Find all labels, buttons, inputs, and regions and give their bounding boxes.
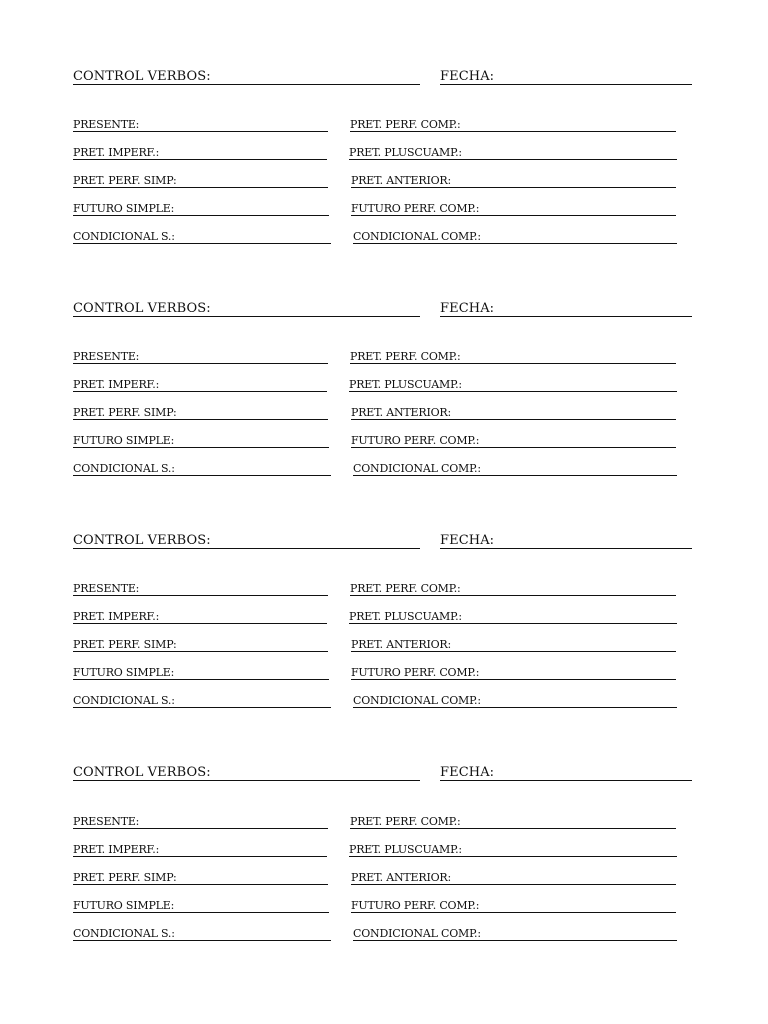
presente-label: PRESENTE: [73, 118, 140, 131]
pret-perf-simp-field[interactable] [73, 870, 328, 885]
verb-control-block [0, 762, 768, 962]
futuro-simple-label: FUTURO SIMPLE: [73, 202, 175, 215]
futuro-perf-comp-field[interactable] [351, 433, 676, 448]
futuro-simple-label: FUTURO SIMPLE: [73, 666, 175, 679]
futuro-simple-field[interactable] [73, 201, 329, 216]
pret-imperf-field[interactable] [73, 842, 327, 857]
futuro-perf-comp-field[interactable] [351, 201, 676, 216]
futuro-perf-comp-label: FUTURO PERF. COMP.: [351, 666, 480, 679]
condicional-s-field[interactable] [73, 229, 331, 244]
pret-pluscuamp-field[interactable] [349, 145, 677, 160]
control-verbos-label: CONTROL VERBOS: [73, 533, 211, 548]
control-verbos-field[interactable] [73, 298, 420, 317]
condicional-s-label: CONDICIONAL S.: [73, 927, 175, 940]
pret-pluscuamp-field[interactable] [349, 609, 677, 624]
control-verbos-label: CONTROL VERBOS: [73, 69, 211, 84]
pret-imperf-label: PRET. IMPERF.: [73, 610, 160, 623]
control-verbos-field[interactable] [73, 762, 420, 781]
futuro-perf-comp-label: FUTURO PERF. COMP.: [351, 434, 480, 447]
condicional-comp-label: CONDICIONAL COMP.: [353, 694, 481, 707]
pret-perf-simp-field[interactable] [73, 173, 328, 188]
condicional-comp-field[interactable] [353, 229, 677, 244]
control-verbos-field[interactable] [73, 66, 420, 85]
condicional-comp-field[interactable] [353, 461, 677, 476]
pret-imperf-label: PRET. IMPERF.: [73, 146, 160, 159]
pret-imperf-label: PRET. IMPERF.: [73, 843, 160, 856]
presente-field[interactable] [73, 117, 328, 132]
fecha-field[interactable] [440, 530, 692, 549]
pret-anterior-label: PRET. ANTERIOR: [351, 871, 451, 884]
condicional-s-label: CONDICIONAL S.: [73, 694, 175, 707]
pret-perf-simp-field[interactable] [73, 405, 328, 420]
pret-perf-simp-label: PRET. PERF. SIMP: [73, 406, 177, 419]
fecha-label: FECHA: [440, 765, 495, 780]
futuro-simple-field[interactable] [73, 665, 329, 680]
futuro-perf-comp-label: FUTURO PERF. COMP.: [351, 899, 480, 912]
pret-pluscuamp-label: PRET. PLUSCUAMP.: [349, 146, 462, 159]
fecha-label: FECHA: [440, 69, 495, 84]
verb-control-block [0, 66, 768, 266]
pret-imperf-field[interactable] [73, 145, 327, 160]
pret-pluscuamp-field[interactable] [349, 377, 677, 392]
pret-anterior-label: PRET. ANTERIOR: [351, 638, 451, 651]
pret-perf-comp-label: PRET. PERF. COMP.: [350, 350, 461, 363]
presente-label: PRESENTE: [73, 815, 140, 828]
pret-perf-simp-label: PRET. PERF. SIMP: [73, 871, 177, 884]
pret-anterior-label: PRET. ANTERIOR: [351, 406, 451, 419]
fecha-field[interactable] [440, 298, 692, 317]
futuro-simple-field[interactable] [73, 433, 329, 448]
pret-perf-comp-label: PRET. PERF. COMP.: [350, 582, 461, 595]
pret-perf-simp-field[interactable] [73, 637, 328, 652]
futuro-perf-comp-field[interactable] [351, 898, 676, 913]
control-verbos-label: CONTROL VERBOS: [73, 301, 211, 316]
condicional-s-field[interactable] [73, 926, 331, 941]
pret-perf-simp-label: PRET. PERF. SIMP: [73, 174, 177, 187]
pret-perf-comp-field[interactable] [350, 349, 676, 364]
pret-anterior-label: PRET. ANTERIOR: [351, 174, 451, 187]
fecha-field[interactable] [440, 762, 692, 781]
condicional-comp-label: CONDICIONAL COMP.: [353, 462, 481, 475]
pret-imperf-label: PRET. IMPERF.: [73, 378, 160, 391]
futuro-perf-comp-label: FUTURO PERF. COMP.: [351, 202, 480, 215]
pret-pluscuamp-field[interactable] [349, 842, 677, 857]
condicional-comp-label: CONDICIONAL COMP.: [353, 230, 481, 243]
futuro-simple-label: FUTURO SIMPLE: [73, 434, 175, 447]
condicional-s-field[interactable] [73, 461, 331, 476]
presente-field[interactable] [73, 814, 328, 829]
pret-imperf-field[interactable] [73, 377, 327, 392]
presente-field[interactable] [73, 581, 328, 596]
fecha-field[interactable] [440, 66, 692, 85]
pret-pluscuamp-label: PRET. PLUSCUAMP.: [349, 378, 462, 391]
futuro-simple-label: FUTURO SIMPLE: [73, 899, 175, 912]
pret-perf-comp-label: PRET. PERF. COMP.: [350, 815, 461, 828]
pret-perf-comp-field[interactable] [350, 117, 676, 132]
pret-perf-simp-label: PRET. PERF. SIMP: [73, 638, 177, 651]
condicional-comp-field[interactable] [353, 926, 677, 941]
control-verbos-label: CONTROL VERBOS: [73, 765, 211, 780]
condicional-s-label: CONDICIONAL S.: [73, 230, 175, 243]
pret-anterior-field[interactable] [351, 637, 676, 652]
pret-anterior-field[interactable] [351, 173, 676, 188]
control-verbos-field[interactable] [73, 530, 420, 549]
condicional-comp-field[interactable] [353, 693, 677, 708]
futuro-simple-field[interactable] [73, 898, 329, 913]
presente-label: PRESENTE: [73, 350, 140, 363]
pret-anterior-field[interactable] [351, 405, 676, 420]
verb-control-block [0, 298, 768, 498]
presente-label: PRESENTE: [73, 582, 140, 595]
pret-perf-comp-label: PRET. PERF. COMP.: [350, 118, 461, 131]
presente-field[interactable] [73, 349, 328, 364]
condicional-comp-label: CONDICIONAL COMP.: [353, 927, 481, 940]
pret-perf-comp-field[interactable] [350, 581, 676, 596]
fecha-label: FECHA: [440, 533, 495, 548]
pret-imperf-field[interactable] [73, 609, 327, 624]
pret-pluscuamp-label: PRET. PLUSCUAMP.: [349, 843, 462, 856]
pret-perf-comp-field[interactable] [350, 814, 676, 829]
verb-control-block [0, 530, 768, 730]
futuro-perf-comp-field[interactable] [351, 665, 676, 680]
fecha-label: FECHA: [440, 301, 495, 316]
condicional-s-field[interactable] [73, 693, 331, 708]
pret-anterior-field[interactable] [351, 870, 676, 885]
pret-pluscuamp-label: PRET. PLUSCUAMP.: [349, 610, 462, 623]
condicional-s-label: CONDICIONAL S.: [73, 462, 175, 475]
